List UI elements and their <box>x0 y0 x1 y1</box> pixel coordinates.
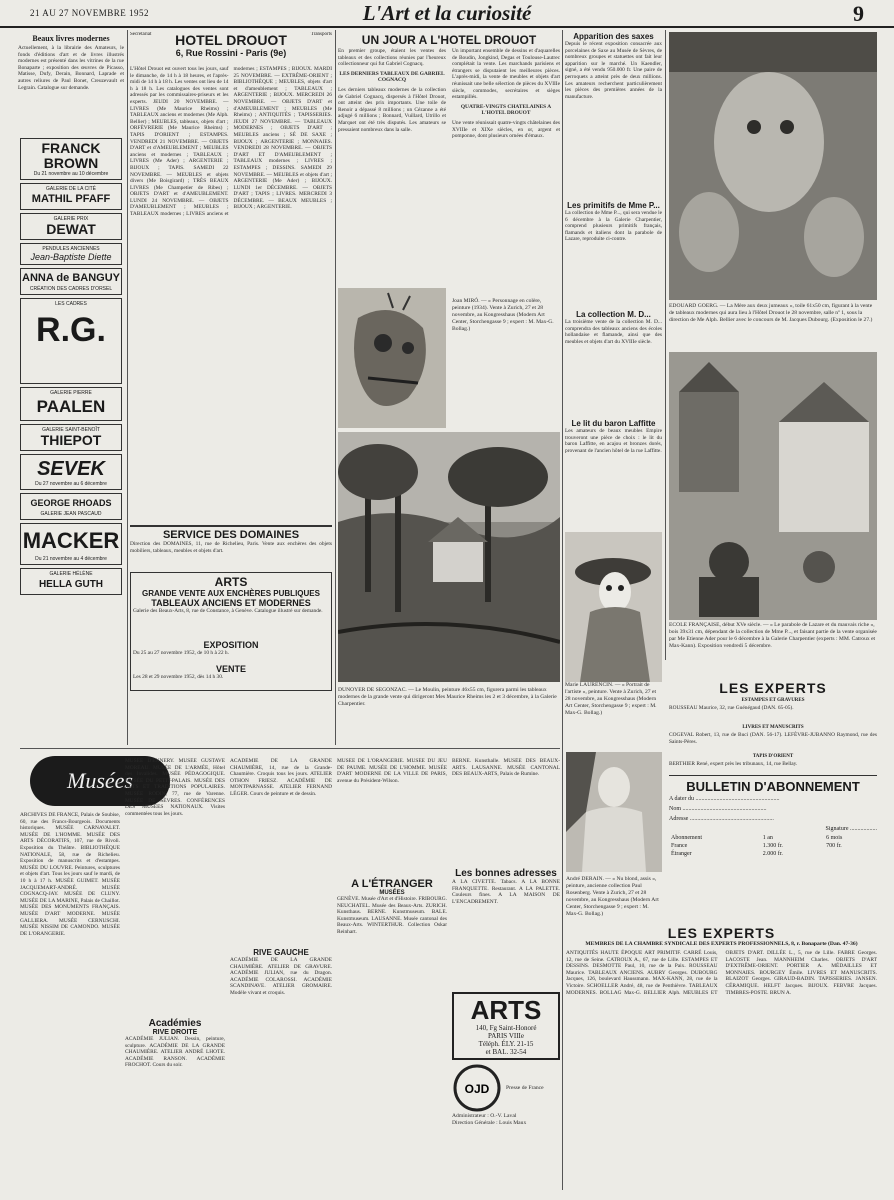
domaines-title: SERVICE DES DOMAINES <box>162 529 300 541</box>
etranger-heading: A L'ÉTRANGER <box>351 878 433 890</box>
ad-thiepot: GALERIE SAINT-BENOÎT THIEPOT <box>20 424 122 451</box>
experts-title-1: LES EXPERTS <box>719 680 827 696</box>
ad-paalen: GALERIE PIERRE PAALEN <box>20 387 122 421</box>
administrateur-label: Administrateur : O.-V. Laval <box>452 1113 517 1119</box>
beaux-livres-heading: Beaux livres modernes <box>32 34 110 43</box>
ad-sevek: SEVEK Du 27 novembre au 6 décembre <box>20 454 122 490</box>
ad-mathil-pfaff: GALERIE DE LA CITÉ MATHIL PFAFF <box>20 183 122 210</box>
ecole-francaise-painting <box>669 352 877 620</box>
primitifs-heading: Les primitifs de Mme P... <box>567 201 660 210</box>
goerg-caption: EDOUARD GOERG. — La Mère aux deux jumeaux », toile 61x50 cm, figurant à la vente de tableaux modernes qui aura lieu à l'Hôtel Drouot le 28 novembre, salle nº 1, sous la direction de Me Alph. Bellier avec le concours de M. Jacques Dubourg. (Exposition le 27.) <box>669 303 873 323</box>
center-headline: UN JOUR A L'HOTEL DROUOT <box>361 33 537 47</box>
etranger-col: MUSÉE DE L'ORANGERIE. MUSÉE DU JEU DE PAUME. MUSÉE DE L'HOMME. MUSÉE D'ART MODERNE DE LA VILLE DE PARIS, avenue du Président-Wilson. A L'ÉTRANGER MUSÉES GENÈVE. Musée d'Art et d'Histoire. FRIBOURG. NEUCHATEL. Musée des Beaux-Arts. ZURICH. Kunsthaus. BERNE. Kunstmuseum. BALE. Kunstmuseum. LAUSANNE. Musée cantonal des Beaux-Arts. WINTERTHUR. Collection Oskar Reinhart. <box>337 758 447 935</box>
etranger-subheading: MUSÉES <box>379 890 405 896</box>
ad-dewat: GALERIE PRIX DEWAT <box>20 213 122 240</box>
derain-caption: André DERAIN. — « Nu blond, assis », peinture, ancienne collection Paul Rosenberg. Vente à Zurich, 27 et 28 novembre, au Kongresshaus (Modern Art Center, Storchengasse 9 ; expert : M. Max-G. Bollag.) <box>566 876 659 917</box>
drouot-address: 6, Rue Rossini - Paris (9e) <box>175 48 287 58</box>
miro-caption: Joan MIRÓ. — « Personnage en colère, peinture (1934). Vente à Zurich, 27 et 28 novembre, au Kongresshaus (Modern Art Center, Storchengasse 9 ; expert : M. Max-G. Bollag.) <box>452 298 554 332</box>
ad-george-rhoads: GEORGE RHOADS GALERIE JEAN PASCAUD <box>20 493 122 520</box>
experts-section-2: LES EXPERTS MEMBRES DE LA CHAMBRE SYNDICALE DES EXPERTS PROFESSIONNELS, 8, r. Bonaparte (Dan. 47-36) ANTIQUITÉS HAUTE ÉPOQUE ART PRIMITIF. CARRÉ Louis, 12, rue de Seine. CATROUX A., 67, rue de Lille. ESTAMPES ET DESSINS. DESMOTTE Paul, 10, rue de la Paix. ROUSSEAU Maurice. TABLEAUX ANCIENS. AUBRY Georges. DUBOURG Jacques, 126, boulevard Haussmann. MAX-KANN, 28, rue de la Victoire. SCHOELLER André, 48, rue de Penthièvre. TABLEAUX MODERNES. BOLLAG Max-G. BELLIER Alph. MEUBLES ET OBJETS D'ART. DILLÉE L., 5, rue de Lille. FABRE Georges. LACOSTE Jean. MANNHEIM Charles. OBJETS D'ART D'EXTRÊME-ORIENT. PORTIER A. MÉDAILLES ET MONNAIES. BOURGEY Émile. LIVRES ET MANUSCRITS. BLAIZOT Georges. GIRAUD-BADIN. TAPISSERIES. JANSEN. CÉRAMIQUE. HELFT Jacques. BIJOUX. FEBVRE Jacques. TIMBRES-POSTE. BRUN A. <box>566 925 877 996</box>
laurencin-painting <box>565 532 662 682</box>
bonnes-adresses-heading: Les bonnes adresses <box>455 868 557 879</box>
ad-macker: MACKER Du 21 novembre au 4 décembre <box>20 523 122 565</box>
bulletin-title: BULLETIN D'ABONNEMENT <box>669 775 877 794</box>
center-column: UN JOUR A L'HOTEL DROUOT En premier groupe, étaient les ventes des tableaux et des collections réunies par l'heureux collectionneur qui fut Gabriel Cognacq. LES DERNIERS TABLEAUX DE GABRIEL COGNACQ Les derniers tableaux modernes de la collection de Gabriel Cognacq, dispersés à l'Hôtel Drouot, ont atteint des prix importants. Une toile de Renoir a dépassé 8 millions ; un Cézanne a été adjugé 6 millions ; Bonnard, Vuillard, Utrillo et Marquet ont été très disputés. Les amateurs se pressaient nombreux dans la salle. Un important ensemble de dessins et d'aquarelles de Boudin, Jongkind, Degas et Toulouse-Lautrec complétait la vente. Les marchands parisiens et étrangers se disputaient les meilleures pièces. L'après-midi, la vente de meubles et objets d'art réunissait une belle sélection de pièces du XVIIIe siècle, commodes, secrétaires et sièges estampillés. QUATRE-VINGTS CHATELAINES A L'HOTEL DROUOT Une vente réunissait quatre-vingts châtelaines des XVIIIe et XIXe siècles, en or, argent et pomponne, dont plusieurs ornées d'émaux. Joan MIRÓ. — « Personnage en colère, peinture (1934). Vente à Zurich, 27 et 28 novembre, au Kongresshaus (Modern Art Center, Storchengasse 9 ; expert : M. Max-G. Bollag.) DUNOYER DE SEGONZAC. — Le Moulin, peinture 46x55 cm, figurera parmi les tableaux modernes de la grande vente qui dirigeront Mes Maurice Rheims les 2 et 3 décembre, à la Galerie Charpentier. <box>338 33 560 707</box>
lit-laffitte-heading: Le lit du baron Laffitte <box>571 419 656 428</box>
domaines-section: SERVICE DES DOMAINES Direction des DOMAINES, 11, rue de Richelieu, Paris. Vente aux enchères des objets mobiliers, tableaux, meubles et objets d'art. ARTS GRANDE VENTE AUX ENCHÈRES PUBLIQUES TABLEAUX ANCIENS ET MODERNES Galerie des Beaux-Arts, 8, rue de Constance, à Genève. Catalogue illustré sur demande. EXPOSITION Du 25 au 27 novembre 1952, de 10 h à 22 h. VENTE Les 28 et 29 novembre 1952, dès 14 h 30. <box>130 525 332 691</box>
ad-pendules: PENDULES ANCIENNES Jean-Baptiste Diette <box>20 243 122 265</box>
ad-rg-cadres: LES CADRES R.G. <box>20 298 122 384</box>
goerg-painting <box>669 32 877 300</box>
svg-text:OJD: OJD <box>464 1082 490 1096</box>
collection-md-heading: La collection M. D... <box>576 310 651 319</box>
arts-vente-box: ARTS GRANDE VENTE AUX ENCHÈRES PUBLIQUES TABLEAUX ANCIENS ET MODERNES Galerie des Beaux-Arts, 8, rue de Constance, à Genève. Catalogue illustré sur demande. EXPOSITION Du 25 au 27 novembre 1952, de 10 h à 22 h. VENTE Les 28 et 29 novembre 1952, dès 14 h 30. <box>130 572 332 691</box>
issue-date: 21 AU 27 NOVEMBRE 1952 <box>30 8 150 18</box>
rive-droite-heading: RIVE DROITE <box>152 1029 198 1036</box>
ad-anna-de-banguy: ANNA de BANGUY CRÉATION DES CADRES D'ORSEL <box>20 268 122 295</box>
imprimerie-label: Presse de France <box>506 1084 544 1091</box>
miro-painting <box>338 288 446 428</box>
musees-col-1: ARCHIVES DE FRANCE, Palais de Soubise, 60, rue des Francs-Bourgeois. Documents historiques. MUSÉE CARNAVALET. MUSÉE DE L'HOMME. MUSÉE DES ARTS DÉCORATIFS, 107, rue de Rivoli. Exposition du Théâtre. BIBLIOTHÈQUE NATIONALE, 58, rue de Richelieu. Exposition de manuscrits et d'estampes. MUSÉE DU LOUVRE. Peintures, sculptures et objets d'art. Tous les jours sauf le mardi, de 10 h à 17 h. MUSÉE GUIMET. MUSÉE JACQUEMART-ANDRÉ. MUSÉE COGNACQ-JAY. MUSÉE DE CLUNY. MUSÉE DE LA MARINE, Palais de Chaillot. MUSÉE DES MONUMENTS FRANÇAIS. MUSÉE D'ART MODERNE. MUSÉE GALLIERA. MUSÉE CERNUSCHI. MUSÉE NISSIM DE CAMONDO. MUSÉE DE L'ORANGERIE. <box>20 812 120 937</box>
bonnes-adresses-col: BERNE. Kunsthalle. MUSÉE DES BEAUX-ARTS. LAUSANNE. MUSÉE CANTONAL DES BEAUX-ARTS, Palais de Rumine. Les bonnes adresses A LA CIVETTE. Tabacs. A LA BONNE FRANQUETTE. Restaurant. A LA PALETTE. Couleurs fines. A LA MAISON DE L'ENCADREMENT. ARTS 140, Fg Saint-Honoré PARIS VIIIe Téléph. ÉLY. 21-15 et BAL. 32-54 OJD Presse de France Administrateur : O.-V. Laval Direction Générale : Louis Maux <box>452 758 560 1126</box>
experts-title-2: LES EXPERTS <box>667 925 776 941</box>
academies-heading: Académies <box>148 1018 202 1029</box>
rive-gauche-heading: RIVE GAUCHE <box>253 948 309 957</box>
arts-address-box: ARTS 140, Fg Saint-Honoré PARIS VIIIe Téléph. ÉLY. 21-15 et BAL. 32-54 <box>452 992 560 1060</box>
dunoyer-painting <box>338 432 560 682</box>
ecole-caption: ECOLE FRANÇAISE, début XVe siècle. — « Le parabole de Lazare et du mauvais riche », bois 39x31 cm, dépendant de la collection de Mme P..., et faisant partie de la vente organisée par Me Etienne Ader pour le 6 décembre à la Galerie Charpentier (experts : MM. Catroux et Max-Kann). Exposition vendredi 5 décembre. <box>669 622 877 649</box>
musees-col-2: MUSÉE D'ENNERY. MUSÉE GUSTAVE MOREAU. MUSÉE DE L'ARMÉE, Hôtel des Invalides. MUSÉE PÉDAGOGIQUE. MUSÉE DU PETIT-PALAIS. MUSÉE DES ARTS ET TRADITIONS POPULAIRES. MUSÉE RODIN, 77, rue de Varenne. MUSÉE DE SÈVRES. CONFÉRENCES DES MUSÉES NATIONAUX. Visites commentées tous les jours. Académies RIVE DROITE ACADÉMIE JULIAN. Dessin, peinture, sculpture. ACADÉMIE DE LA GRANDE CHAUMIÈRE. ATELIER ANDRÉ LHOTE. ACADÉMIE RANSON. ACADÉMIE FROCHOT. Cours du soir. <box>125 758 225 1069</box>
left-ads-column: Beaux livres modernes Actuellement, à la librairie des Amateurs, le fonds d'éditions d'art et de livres illustrés modernes est présenté dans les vitrines de la rue Bonaparte ; exposition des œuvres de Picasso, Matisse, Dufy, Derain, Bonnard, Laprade et autres reliures de Paul Bonet, Creuzevault et Legrain. Catalogue sur demande. FRANCK BROWN Du 21 novembre au 10 décembre GALERIE DE LA CITÉ MATHIL PFAFF GALERIE PRIX DEWAT PENDULES ANCIENNES Jean-Baptiste Diette ANNA de BANGUY CRÉATION DES CADRES D'ORSEL LES CADRES R.G. GALERIE PIERRE PAALEN GALERIE SAINT-BENOÎT THIEPOT SEVEK Du 27 novembre au 6 décembre GEORGE RHOADS GALERIE JEAN PASCAUD MACKER Du 21 novembre au 4 décembre GALERIE HÉLÈNE HELLA GUTH <box>18 32 124 744</box>
abonnement-table: Abonnement 1 an 6 mois France 1.300 fr. 700 fr. Étranger 2.000 fr. <box>671 835 843 857</box>
page-header <box>0 0 894 28</box>
right-text-column: Apparition des saxes Depuis le récent exposition consacrée aux porcelaines de Saxe au Musée de Sèvres, de nombreux groupes et statuettes ont fait leur apparition sur le marché. Un Kaendler, signé, a été vendu 950.000 fr. Une paire de perroquets a atteint près de deux millions. Les amateurs recherchent particulièrement les pièces des premières années de la manufacture. Les primitifs de Mme P... La collection de Mme P..., qui sera vendue le 6 décembre à la Galerie Charpentier, comprend plusieurs primitifs français, flamands et italiens dont la parabole de Lazare, reproduite ci-contre. La collection M. D... La troisième vente de la collection M. D... comprendra des tableaux anciens des écoles hollandaise et flamande, ainsi que des meubles et objets d'art du XVIIIe siècle. Le lit du baron Laffitte Les amateurs de beaux meubles Empire trouveront une pièce de choix : le lit du baron Laffitte, en acajou et bronzes dorés, provenant de l'ancien hôtel de la rue Laffitte. Marie LAURENCIN. — « Portrait de l'artiste », peinture. Vente à Zurich, 27 et 28 novembre, au Kongresshaus (Modern Art Center, Storchengasse 9 ; expert : M. Max-G. Bollag.) <box>565 32 662 716</box>
musees-col-3: ACADÉMIE DE LA GRANDE CHAUMIÈRE, 14, rue de la Grande-Chaumière. Croquis tous les jours. ATELIER OTHON FRIESZ. ACADÉMIE DE MONTPARNASSE. ATELIER FERNAND LÉGER. Cours de peinture et de dessin. RIVE GAUCHE ACADÉMIE DE LA GRANDE CHAUMIÈRE. ATELIER DE GRAVURE. ACADÉMIE JULIAN, rue du Dragon. ACADÉMIE COLAROSSI. ACADÉMIE SCANDINAVE. ATELIER GROMAIRE. Modèle vivant et croquis. <box>230 758 332 996</box>
ad-franck-brown: FRANCK BROWN Du 21 novembre au 10 décembre <box>20 138 122 180</box>
direction-label: Direction Générale : Louis Maux <box>452 1120 527 1126</box>
ojd-logo-icon <box>452 1063 502 1113</box>
page-number: 9 <box>853 1 864 26</box>
drouot-column: Secrétariat Transports HOTEL DROUOT 6, Rue Rossini - Paris (9e) L'Hôtel Drouot est ouvert tous les jours, sauf le dimanche, de 14 h à 18 heures, et l'après-midi de 14 h à 18 h. Les ventes ont lieu de 14 h à 18 h. Les catalogues des ventes sont adressés par les commissaires-priseurs et les experts. JEUDI 20 NOVEMBRE. — LIVRES (Me Maurice Rheims) ; TABLEAUX anciens et modernes (Me Alph. Bellier) ; MEUBLES, tableaux, objets d'art ; ORFÈVRERIE (Me Maurice Rheims) ; TAPIS D'ORIENT ; ESTAMPES. VENDREDI 21 NOVEMBRE. — OBJETS D'ART et d'AMEUBLEMENT ; MEUBLES anciens et modernes ; TABLEAUX ; LIVRES (Me Ader) ; ARGENTERIE ; BIJOUX ; TAPIS. SAMEDI 22 NOVEMBRE. — MEUBLES et objets divers (Me Boisgirard) ; TRÈS BEAUX LIVRES (Me Champetier de Ribes) ; OBJETS D'ART et d'AMEUBLEMENT. LUNDI 24 NOVEMBRE. — OBJETS D'AMEUBLEMENT ; MEUBLES ; TABLEAUX modernes ; LIVRES anciens et modernes ; ESTAMPES ; BIJOUX. MARDI 25 NOVEMBRE. — EXTRÊME-ORIENT ; BIBLIOTHÈQUE ; MEUBLES, objets d'art et d'ameublement ; TABLEAUX ; ARGENTERIE ; BIJOUX. MERCREDI 26 NOVEMBRE. — OBJETS D'ART et d'AMEUBLEMENT ; MEUBLES (Me Rheims) ; ANTIQUITÉS ; TAPISSERIES. JEUDI 27 NOVEMBRE. — TABLEAUX MODERNES ; OBJETS D'ART ; MEUBLES anciens ; SÉ DE SAXE ; BIJOUX ; ARGENTERIE ; MONNAIES. VENDREDI 28 NOVEMBRE. — OBJETS D'ART ET D'AMEUBLEMENT ; TABLEAUX modernes ; LIVRES ; ESTAMPES ; DESSINS. SAMEDI 29 NOVEMBRE. — MEUBLES et objets d'art ; ARGENTERIE (Me Ader) ; BIJOUX. LUNDI 1er DÉCEMBRE. — OBJETS D'ART ; TAPIS ; LIVRES. MERCREDI 3 DÉCEMBRE. — BEAUX MEUBLES ; BIJOUX ; ARGENTERIE. SERVICE DES DOMAINES Direction des DOMAINES, 11, rue de Richelieu, Paris. Vente aux enchères des objets mobiliers, tableaux, meubles et objets d'art. ARTS GRANDE VENTE AUX ENCHÈRES PUBLIQUES TABLEAUX ANCIENS ET MODERNES Galerie des Beaux-Arts, 8, rue de Constance, à Genève. Catalogue illustré sur demande. EXPOSITION Du 25 au 27 novembre 1952, de 10 h à 22 h. VENTE Les 28 et 29 novembre 1952, dès 14 h 30. <box>130 32 332 744</box>
drouot-title: HOTEL DROUOT <box>175 32 287 48</box>
drouot-header: Secrétariat Transports HOTEL DROUOT 6, Rue Rossini - Paris (9e) <box>130 32 332 58</box>
laurencin-caption: Marie LAURENCIN. — « Portrait de l'artiste », peinture. Vente à Zurich, 27 et 28 novembre, au Kongresshaus (Modern Art Center, Storchengasse 9 ; expert : M. Max-G. Bollag.) <box>565 682 657 716</box>
ad-hella-guth: GALERIE HÉLÈNE HELLA GUTH <box>20 568 122 595</box>
dunoyer-caption: DUNOYER DE SEGONZAC. — Le Moulin, peinture 46x55 cm, figurera parmi les tableaux modernes de la grande vente qui dirigeront Mes Maurice Rheims les 2 et 3 décembre, à la Galerie Charpentier. <box>338 687 557 707</box>
derain-painting <box>566 752 662 872</box>
chatelaines-subhead: QUATRE-VINGTS CHATELAINES A L'HOTEL DROUOT <box>460 103 552 117</box>
newspaper-title: L'Art et la curiosité <box>362 1 532 25</box>
cognacq-subhead: LES DERNIERS TABLEAUX DE GABRIEL COGNACQ <box>339 70 445 84</box>
experts-bulletin-block: LES EXPERTS ESTAMPES ET GRAVURES ROUSSEAU Maurice, 32, rue Guénégaud (DAN. 65-05). LIVRES ET MANUSCRITS COGEVAL Robert, 13, rue de Buci (DAN. 56-17). LEFÈVRE-JUBANNO Raymond, rue des Saints-Pères. TAPIS D'ORIENT BERTHIER René, expert près les tribunaux, 14, rue Bellay. BULLETIN D'ABONNEMENT A dater du ........................................................ Nom ........................................................ Adresse ........................................................ Signature .................. Abonnement 1 an 6 mois France 1.300 fr. 700 fr. Étranger 2.000 fr. <box>669 680 877 857</box>
saxes-heading: Apparition des saxes <box>573 32 654 41</box>
musees-banner: Musées <box>30 756 170 806</box>
